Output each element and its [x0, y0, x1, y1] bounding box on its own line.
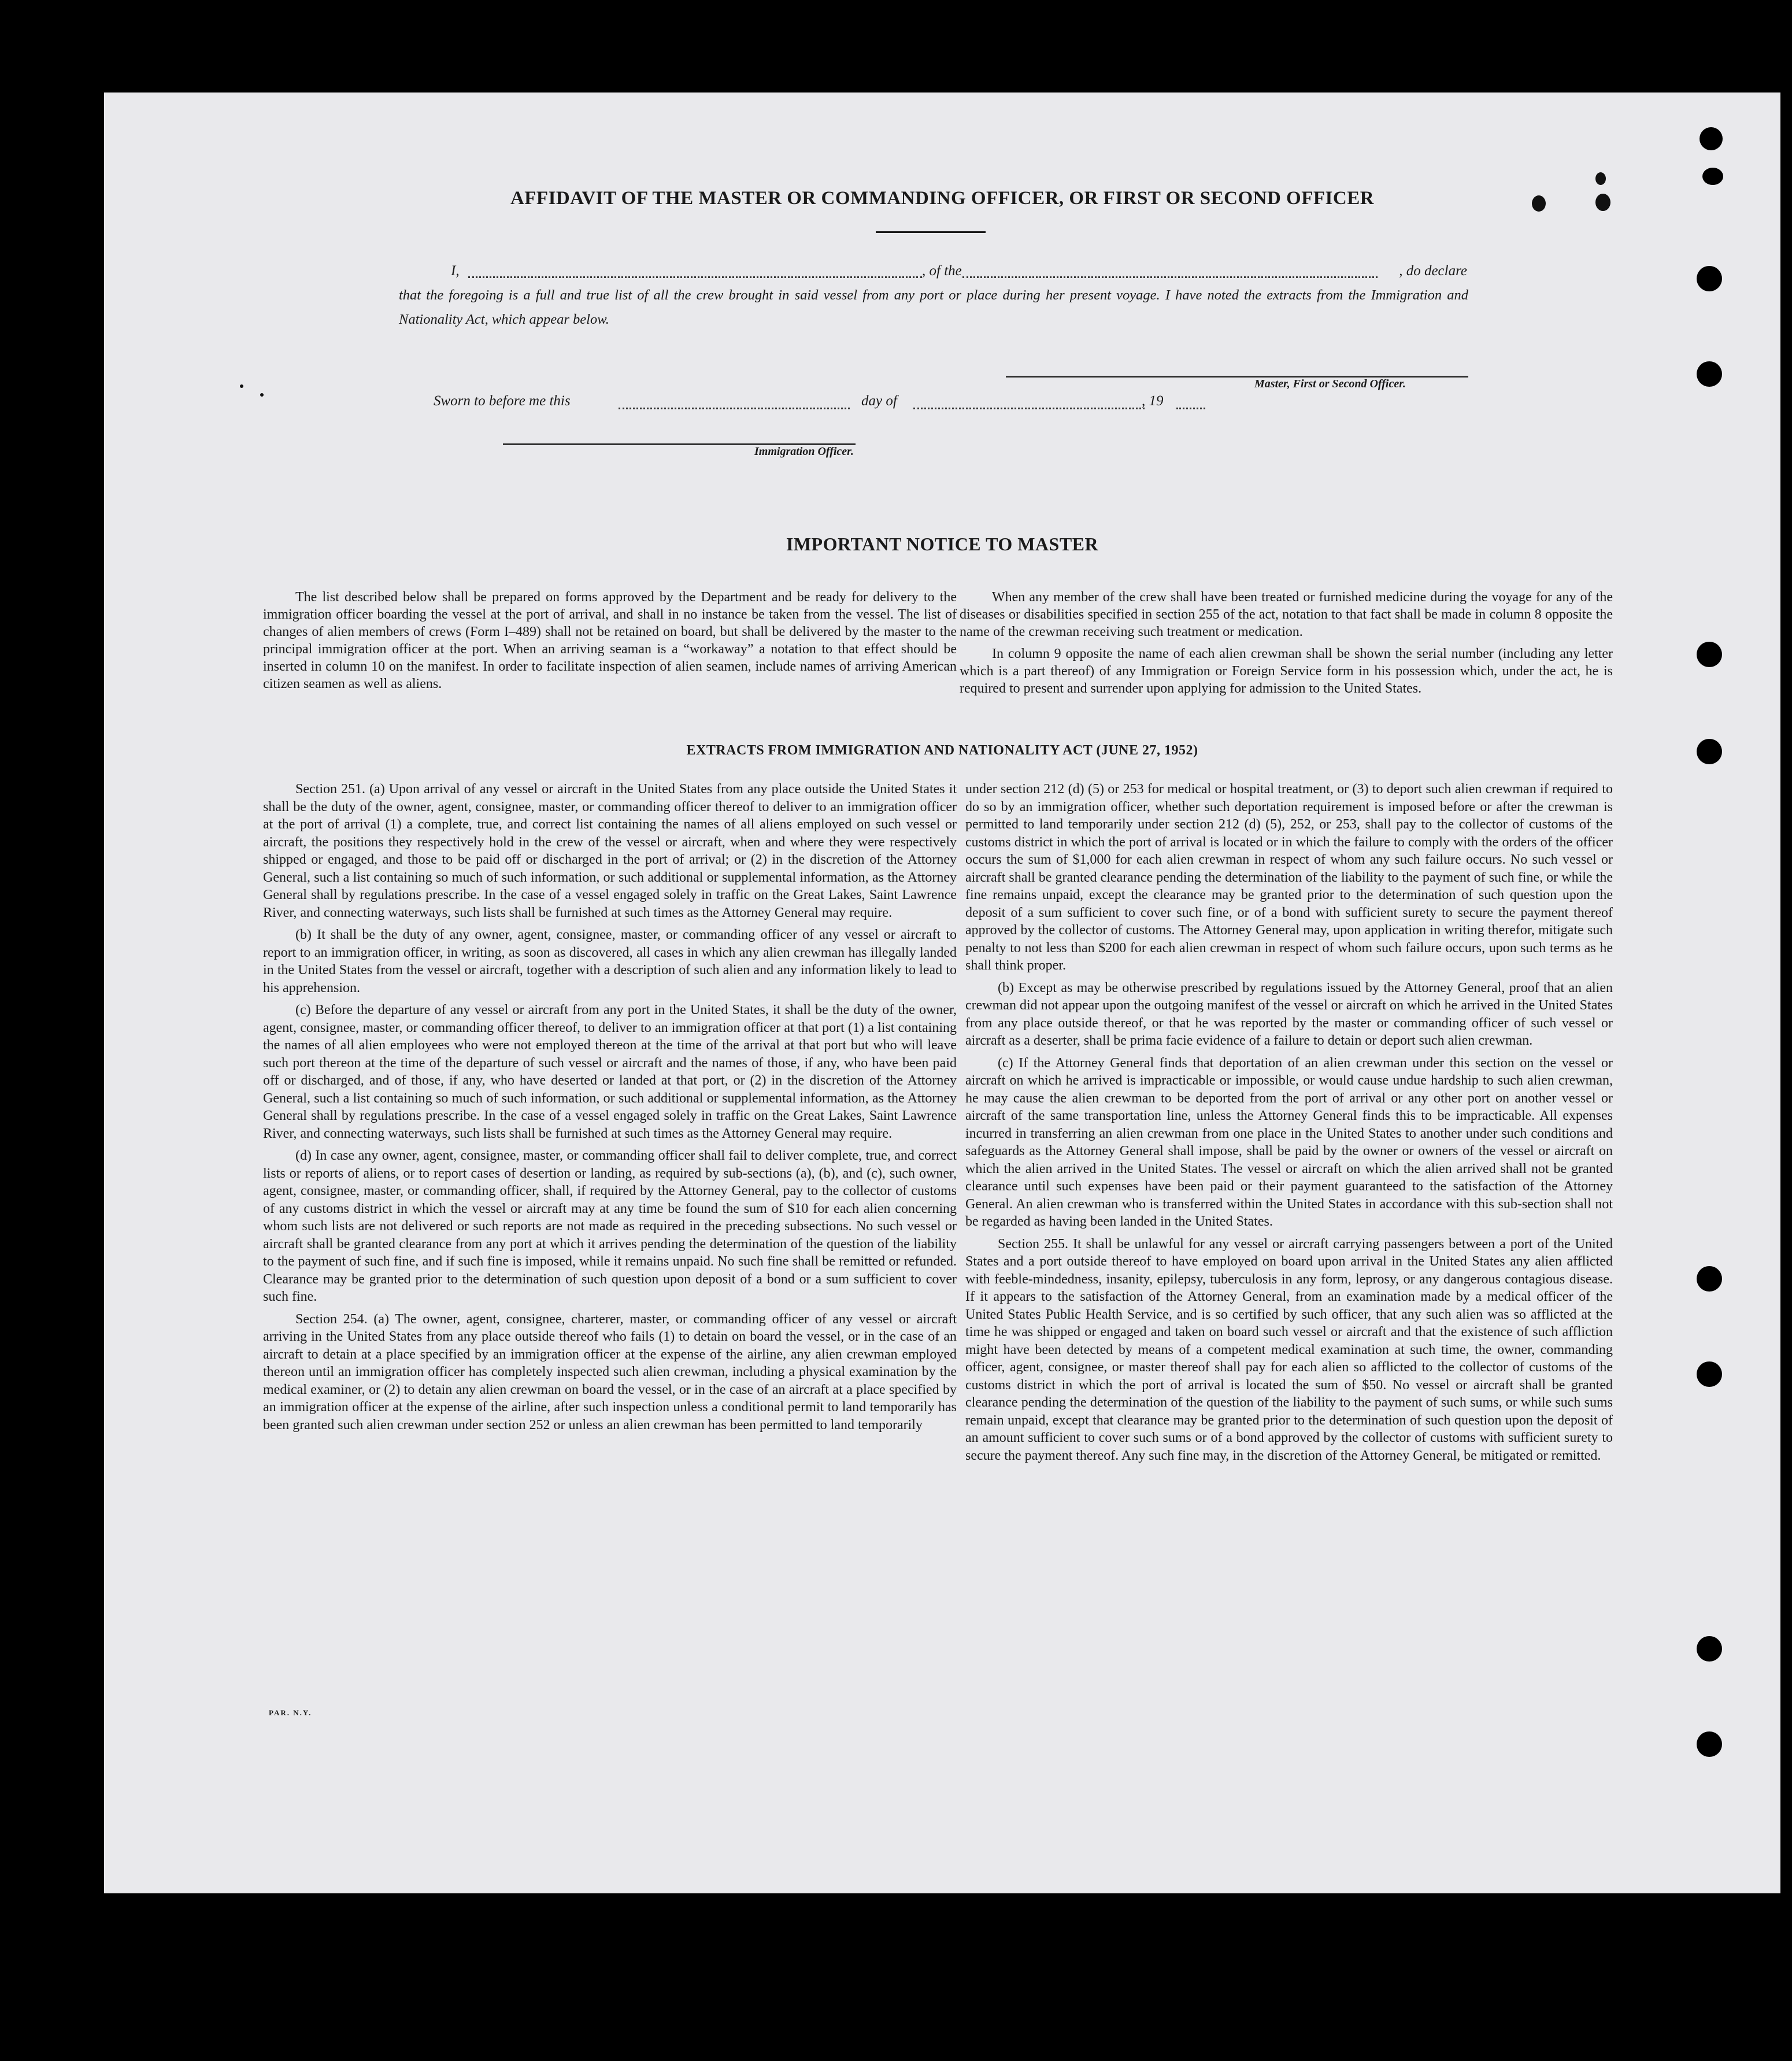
sworn-day-field[interactable]	[619, 408, 850, 409]
binder-hole	[1697, 642, 1722, 667]
extracts-left-column	[263, 780, 957, 1434]
ink-speck	[1532, 195, 1546, 212]
binder-hole	[1697, 739, 1722, 764]
section-251-a: Section 251. (a) Upon arrival of any vessel or aircraft in the United States from any place outside the United States it shall be the duty of the owner, agent, consignee, master, or commanding officer thereof to deliver to an immigration officer at the port of arrival (1) a complete, true, and correct list containing the names of all aliens employed on such vessel or aircraft, the positions they respectively hold in the crew of the vessel or aircraft, when and where they were respectively shipped or engaged, and those to be paid off or discharged in the port of arrival; or (2) in the discretion of the Attorney General, such a list containing so much of such information, or such additional or supplemental information, as the Attorney General shall by regulations prescribe. In the case of a vessel engaged solely in traffic on the Great Lakes, Saint Lawrence River, and connecting waterways, such lists shall be furnished at such times as the Attorney General may require.	[263, 782, 957, 920]
officer-caption: Immigration Officer.	[754, 445, 854, 458]
extracts-title: EXTRACTS FROM IMMIGRATION AND NATIONALITY ACT (JUNE 27, 1952)	[686, 743, 1198, 758]
affidavit-title: AFFIDAVIT OF THE MASTER OR COMMANDING OFFICER, OR FIRST OR SECOND OFFICER	[510, 188, 1375, 209]
name-field[interactable]	[468, 276, 922, 278]
section-255: Section 255. It shall be unlawful for any vessel or aircraft carrying passengers between a port of the United States and a port outside thereof to have employed on board upon arrival in the United States any alien afflicted with feeble-mindedness, insanity, epilepsy, tuberculosis in any form, leprosy, or any dangerous contagious disease. If it appears to the satisfaction of the Attorney General, from an examination made by a medical officer of the United States Public Health Service, and is so certified by such officer, that any such alien was so afflicted at the time he was shipped or engaged and taken on board such vessel or aircraft and that the existence of such affliction might have been detected by means of a competent medical examination at such time, the owner, commanding officer, agent, consignee, or master thereof shall pay for each alien so afflicted to the collector of customs of the customs district in which the port of arrival is located the sum of $50. No vessel or aircraft shall be granted clearance pending the determination of the question of the liability to the payment of such sums, or while such sums remain unpaid, except that clearance may be granted prior to the determination of such question upon the deposit of an amount sufficient to cover such sums or of a bond approved by the collector of customs with sufficient surety to secure the payment thereof. Any such fine may, in the discretion of the Attorney General, be mitigated or remitted.	[965, 1236, 1613, 1463]
binder-hole	[1702, 168, 1723, 185]
affidavit-of-the-label: , of the	[922, 263, 962, 279]
sworn-label: Sworn to before me this	[434, 393, 571, 409]
section-251-d: (d) In case any owner, agent, consignee, master, or commanding officer shall fail to deliver complete, true, and correct lists or reports of aliens, or to report cases of desertion or landing, as required by sub-sections (a), (b), and (c), such owner, agent, consignee, master, or commanding officer, shall, if required by the Attorney General, pay to the collector of customs of any customs district in which the vessel or aircraft may at any time be found the sum of $10 for each alien concerning whom such lists are not delivered or such reports are not made as required in the preceding subsections. No such vessel or aircraft shall be granted clearance from any port at which it arrives pending the determination of the question of the liability to the payment of such fine, and if such fine is imposed, while it remains unpaid. No such fine shall be remitted or refunded. Clearance may be granted prior to the determination of such question upon deposit of a bond or a sum sufficient to cover such fine.	[263, 1148, 957, 1304]
sworn-month-field[interactable]	[913, 408, 1145, 409]
notice-right-column	[960, 589, 1613, 697]
notice-left-column	[263, 589, 957, 693]
binder-hole	[1697, 1266, 1722, 1292]
binder-hole	[1697, 1361, 1722, 1387]
ink-speck	[1595, 194, 1610, 211]
notice-title: IMPORTANT NOTICE TO MASTER	[786, 534, 1099, 554]
notice-right-paragraph-2: In column 9 opposite the name of each alien crewman shall be shown the serial number (including any letter which is a part thereof) of any Immigration or Foreign Service form in his possession which, under the act, he is required to present and surrender upon applying for admission to the United States.	[960, 646, 1613, 696]
day-of-label: day of	[861, 393, 897, 409]
master-caption: Master, First or Second Officer.	[1254, 378, 1406, 390]
binder-hole	[1697, 1731, 1722, 1757]
printer-mark: PAR. N.Y.	[269, 1708, 312, 1717]
affidavit-do-declare-label: , do declare	[1378, 263, 1467, 279]
sworn-year-field[interactable]	[1176, 408, 1205, 409]
ink-speck	[240, 384, 243, 388]
section-254-a: Section 254. (a) The owner, agent, consignee, charterer, master, or commanding officer of any vessel or aircraft arriving in the United States from any place outside thereof who fails (1) to detain on board the vessel, or in the case of an aircraft to detain at a place specified by an immigration officer at the expense of the airline, any alien crewman employed thereon until an immigration officer has completely inspected such alien crewman, including a physical examination by the medical examiner, or (2) to detain any alien crewman on board the vessel, or in the case of an aircraft at a place specified by an immigration officer at the expense of the airline, after such inspection unless a conditional permit to land temporarily has been granted such alien crewman under section 252 or unless an alien crewman has been permitted to land temporarily	[263, 1311, 957, 1433]
affidavit-i-label: I,	[451, 263, 460, 279]
section-251-c: (c) Before the departure of any vessel or aircraft from any port in the United States, it shall be the duty of the owner, agent, consignee, master, or commanding officer thereof, to deliver to an immigration officer at that port (1) a list containing the names of all alien employees who were not employed thereon at the time of the arrival at that port but who will leave such port thereon at the time of the departure of such vessel or aircraft and the names of those, if any, who have been paid off or discharged, and of those, if any, who have deserted or landed at that port, or (2) in the discretion of the Attorney General, such a list containing so much of such information, or such additional or supplemental information, as the Attorney General shall by regulations prescribe. In the case of a vessel engaged solely in traffic on the Great Lakes, Saint Lawrence River, and connecting waterways, such lists shall be furnished at such times as the Attorney General may require.	[263, 1002, 957, 1141]
ink-speck	[260, 393, 264, 397]
section-254-a-continued: under section 212 (d) (5) or 253 for medical or hospital treatment, or (3) to deport such alien crewman if required to do so by an immigration officer, whether such deportation requirement is imposed before or after the crewman is permitted to land temporarily under section 212 (d) (5), 252, or 253, shall pay to the collector of customs of the customs district in which the port of arrival is located or in which the failure to comply with the orders of the officer occurs the sum of $1,000 for each alien crewman in respect of whom any such failure occurs. No such vessel or aircraft shall be granted clearance pending the determination of the liability to the payment of such fine, or while the fine remains unpaid, except the clearance may be granted prior to the determination of such question upon the deposit of a sum sufficient to cover such fine, or of a bond with sufficient surety to secure the payment thereof approved by the collector of customs. The Attorney General may, upon application in writing therefor, mitigate such penalty to not less than $200 for each alien crewman in respect of whom such failure occurs, upon such terms as he shall think proper.	[965, 782, 1613, 973]
binder-hole	[1697, 266, 1722, 291]
binder-hole	[1697, 1636, 1722, 1662]
section-254-c: (c) If the Attorney General finds that deportation of an alien crewman under this section on the vessel or aircraft on which he arrived is impracticable or impossible, or would cause undue hardship to such alien crewman, he may cause the alien crewman to be deported from the port of arrival or any other port on another vessel or aircraft of the same transportation line, unless the Attorney General finds this to be impracticable. All expenses incurred in transferring an alien crewman from one place in the United States to another under such conditions and safeguards as the Attorney General shall impose, shall be paid by the owner or owners of the vessel or aircraft on which the alien arrived in the United States. The vessel or aircraft on which the alien arrived shall not be granted clearance until such expenses have been paid or their payment guaranteed to the satisfaction of the Attorney General. An alien crewman who is transferred within the United States in accordance with this sub-section shall not be regarded as having been landed in the United States.	[965, 1055, 1613, 1229]
year-label: , 19	[1142, 393, 1164, 409]
vessel-field[interactable]	[962, 276, 1434, 278]
ink-speck	[1595, 172, 1606, 185]
section-251-b: (b) It shall be the duty of any owner, agent, consignee, master, or commanding officer of any vessel or aircraft to report to an immigration officer, in writing, as soon as discovered, all cases in which any alien crewman has illegally landed in the United States from the vessel or aircraft, together with a description of such alien and any information likely to lead to his apprehension.	[263, 927, 957, 996]
notice-right-paragraph-1: When any member of the crew shall have been treated or furnished medicine during the voyage for any of the diseases or disabilities specified in section 255 of the act, notation to that fact shall be made in column 8 opposite the name of the crewman receiving such treatment or medication.	[960, 590, 1613, 639]
section-254-b: (b) Except as may be otherwise prescribed by regulations issued by the Attorney General, proof that an alien crewman did not appear upon the outgoing manifest of the vessel or aircraft on which he arrived in the United States from any place outside thereof, or that he was reported by the master or commanding officer of such vessel or aircraft as a deserter, shall be prima facie evidence of a failure to detain or deport such alien crewman.	[965, 980, 1613, 1048]
binder-hole	[1700, 127, 1723, 150]
form-page	[104, 92, 1780, 1893]
title-rule	[876, 231, 986, 233]
affidavit-declaration: that the foregoing is a full and true list of all the crew brought in said vessel from any port or place during her present voyage. I have noted the extracts from the Immigration and Nationality Act, which appear below.	[399, 287, 1468, 327]
notice-left-paragraph: The list described below shall be prepared on forms approved by the Department and be ready for delivery to the immigration officer boarding the vessel at the port of arrival, and shall in no instance be taken from the vessel. The list of changes of alien members of crews (Form I–489) shall not be retained on board, but shall be delivered by the master to the principal immigration officer at the port. When an arriving seaman is a “workaway” a notation to that effect should be inserted in column 10 on the manifest. In order to facilitate inspection of alien seamen, include names of arriving American citizen seamen as well as aliens.	[263, 590, 957, 691]
binder-hole	[1697, 361, 1722, 387]
extracts-right-column	[965, 780, 1613, 1464]
